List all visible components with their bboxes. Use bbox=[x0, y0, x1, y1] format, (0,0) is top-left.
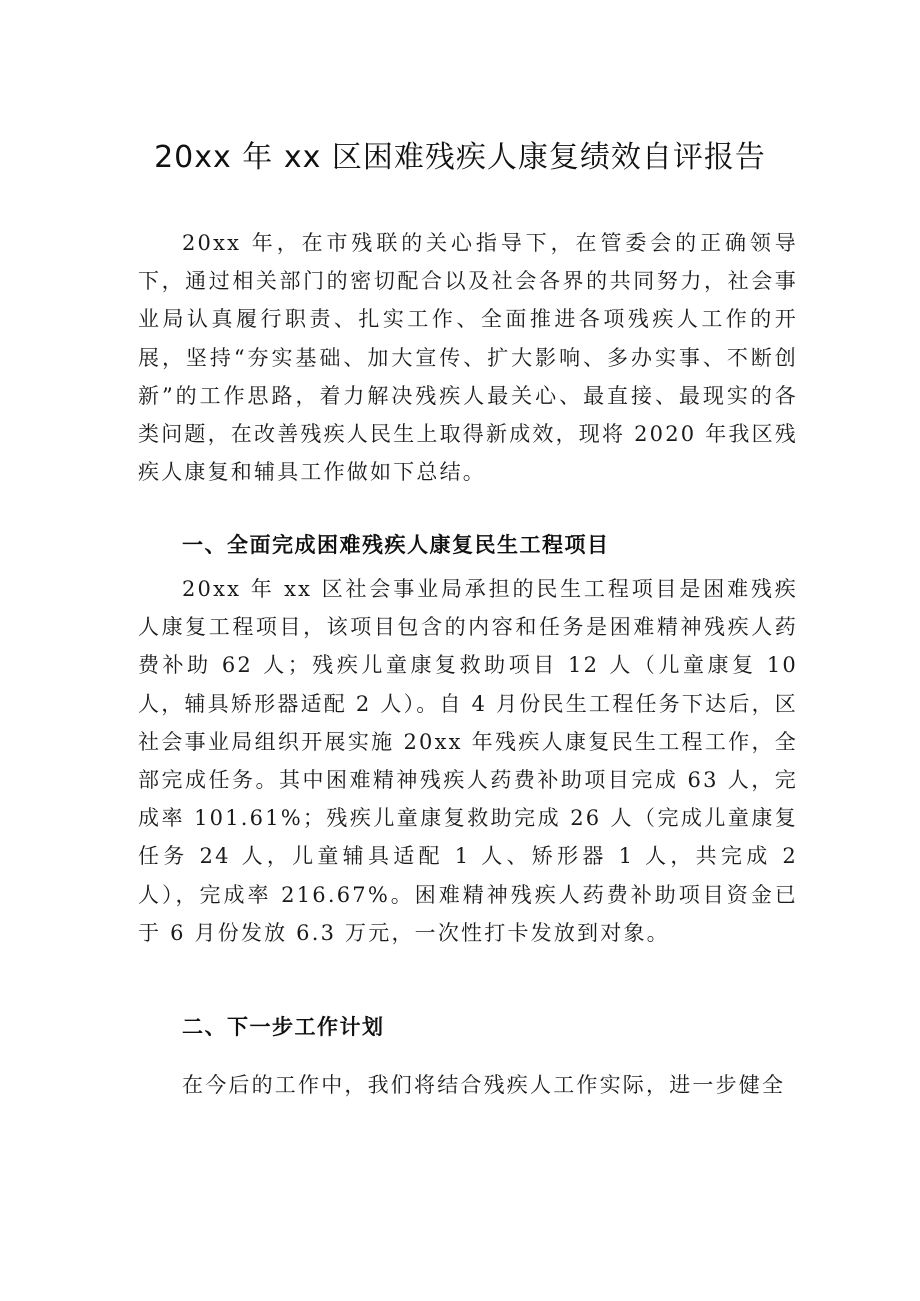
document-title: 20xx 年 xx 区困难残疾人康复绩效自评报告 bbox=[154, 140, 766, 175]
section-1-paragraph: 20xx 年 xx 区社会事业局承担的民生工程项目是困难残疾人康复工程项目，该项目包含的内容和任务是困难精神残疾人药费补助 62 人；残疾儿童康复救助项目 12 人（儿童康复 10 人，辅具矫形器适配 2 人）。自 4 月份民生工程任务下达后，区社会事业局组织开展实施 20xx 年残疾人康复民生工程工作，全部完成任务。其中困难精神残疾人药费补助项目完成 63 人，完成率 101.61%；残疾儿童康复救助完成 26 人（完成儿童康复任务 24 人，儿童辅具适配 1 人、矫形器 1 人，共完成 2 人），完成率 216.67%。困难精神残疾人药费补助项目资金已于 6 月份发放 6.3 万元，一次性打卡发放到对象。 bbox=[138, 577, 798, 945]
section-2-paragraph: 在今后的工作中，我们将结合残疾人工作实际，进一步健全 bbox=[182, 1073, 786, 1097]
intro-paragraph: 20xx 年，在市残联的关心指导下，在管委会的正确领导下，通过相关部门的密切配合以及社会各界的共同努力，社会事业局认真履行职责、扎实工作、全面推进各项残疾人工作的开展，坚持“夯实基础、加大宣传、扩大影响、多办实事、不断创新”的工作思路，着力解决残疾人最关心、最直接、最现实的各类问题，在改善残疾人民生上取得新成效，现将 2020 年我区残疾人康复和辅具工作做如下总结。 bbox=[138, 231, 798, 485]
section-2-heading: 二、下一步工作计划 bbox=[182, 1015, 385, 1039]
section-1-heading: 一、全面完成困难残疾人康复民生工程项目 bbox=[182, 533, 610, 557]
